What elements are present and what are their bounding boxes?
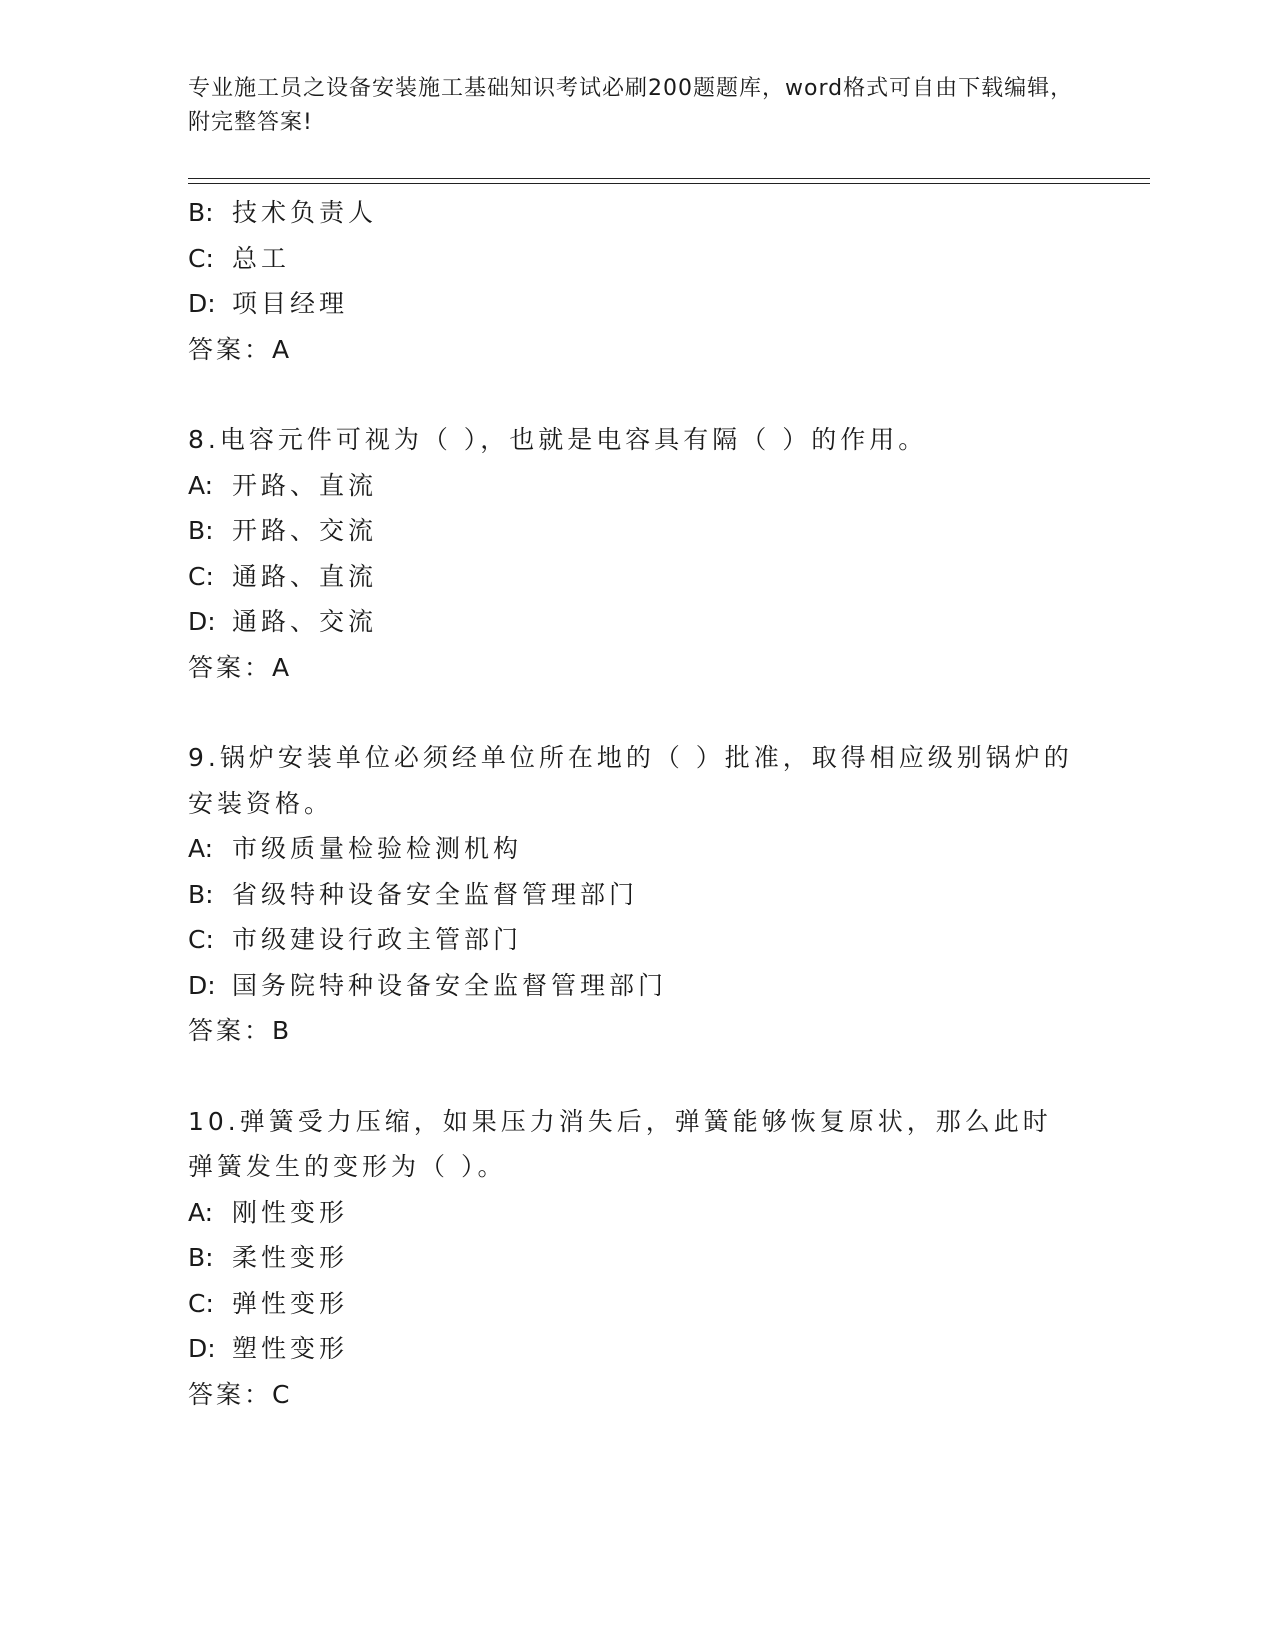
question-stem: 10.弹簧受力压缩，如果压力消失后，弹簧能够恢复原状，那么此时弹簧发生的变形为（ ）。	[188, 1106, 1052, 1181]
option-d: D: 通路、交流	[188, 607, 378, 636]
question-stem: 9.锅炉安装单位必须经单位所在地的（ ）批准，取得相应级别锅炉的安装资格。	[188, 743, 1073, 818]
option-b: B: 省级特种设备安全监督管理部门	[188, 879, 639, 909]
option-c: C: 市级建设行政主管部门	[188, 925, 523, 954]
option-b: B: 技术负责人	[188, 198, 378, 227]
question-10	[188, 1099, 1078, 1418]
answer-line: 答案：A	[188, 334, 292, 364]
option-c: C: 弹性变形	[188, 1288, 349, 1318]
option-a: A: 刚性变形	[188, 1197, 349, 1227]
header-rule-top	[188, 178, 1150, 179]
question-7-tail	[188, 190, 1078, 372]
header-title: 专业施工员之设备安装施工基础知识考试必刷200题题库，word格式可自由下载编辑，附完整答案!	[188, 76, 1074, 135]
document-header	[188, 72, 1088, 140]
option-a: A: 市级质量检验检测机构	[188, 834, 523, 863]
option-c: C: 通路、直流	[188, 561, 378, 591]
option-b: B: 柔性变形	[188, 1243, 349, 1272]
option-d: D: 项目经理	[188, 289, 349, 318]
option-a: A: 开路、直流	[188, 470, 378, 500]
answer-line: 答案：A	[188, 652, 292, 682]
question-9	[188, 735, 1078, 1054]
answer-line: 答案：B	[188, 1016, 292, 1045]
option-b: B: 开路、交流	[188, 516, 378, 545]
option-c: C: 总工	[188, 243, 291, 273]
question-8	[188, 417, 1078, 690]
option-d: D: 国务院特种设备安全监督管理部门	[188, 970, 668, 1000]
answer-line: 答案：C	[188, 1379, 292, 1409]
question-stem: 8.电容元件可视为（ ），也就是电容具有隔（ ）的作用。	[188, 425, 928, 454]
option-d: D: 塑性变形	[188, 1334, 349, 1363]
header-rule-bottom	[188, 183, 1150, 184]
question-content	[188, 190, 1078, 1417]
